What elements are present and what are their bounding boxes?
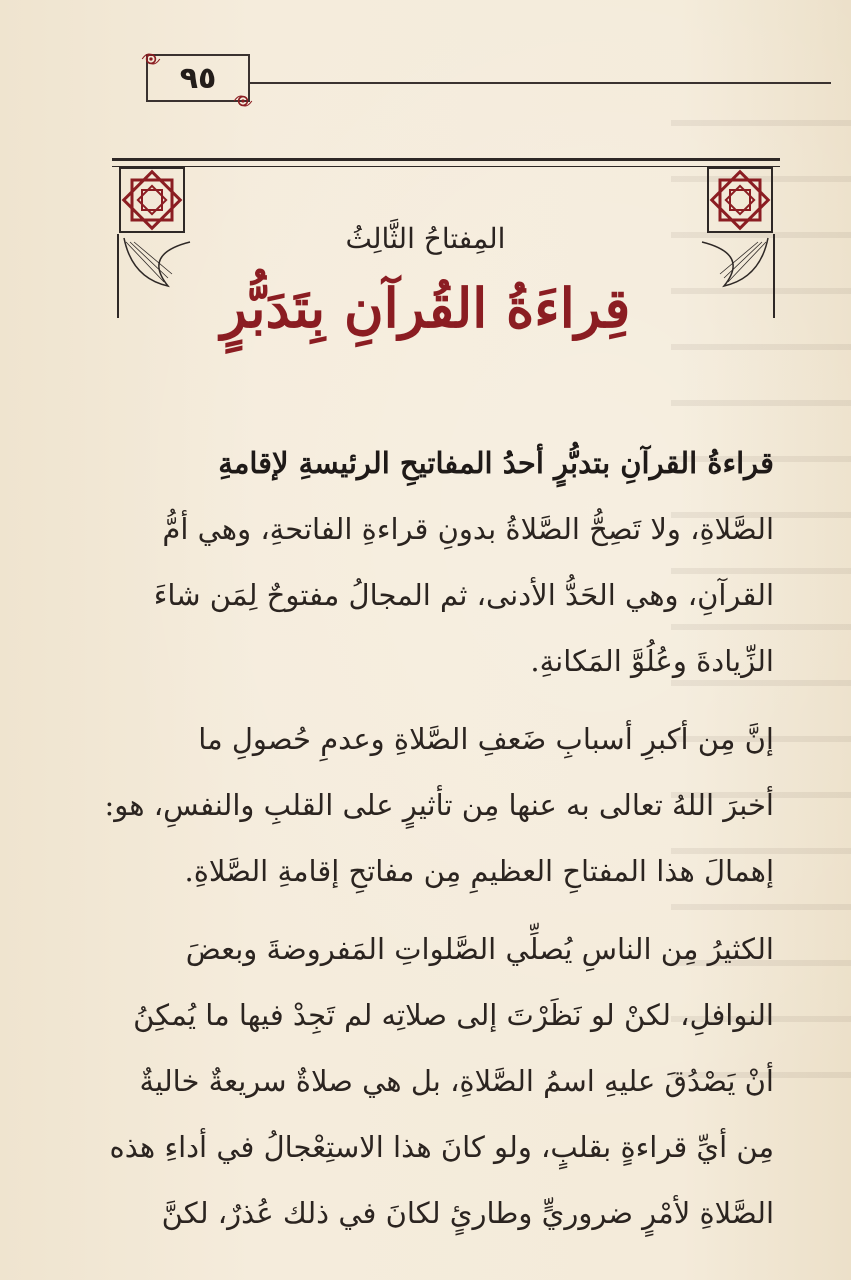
paragraph-1	[100, 430, 774, 694]
page-number: ٩٥	[179, 60, 217, 96]
frame-top-rule	[112, 158, 780, 161]
paragraph-line: أخبرَ اللهُ تعالى به عنها مِن تأثيرٍ على القلبِ والنفسِ، هو:	[104, 788, 774, 822]
paragraph-line: الزِّيادةَ وعُلُوَّ المَكانةِ.	[530, 644, 774, 678]
paragraph-line: إهمالَ هذا المفتاحِ العظيمِ مِن مفاتحِ إقامةِ الصَّلاةِ.	[184, 854, 774, 888]
header-rule	[250, 82, 831, 84]
paragraph-line: إنَّ مِن أكبرِ أسبابِ ضَعفِ الصَّلاةِ وعدمِ حُصولِ ما	[198, 722, 774, 756]
paragraph-line: مِن أيِّ قراءةٍ بقلبٍ، ولو كانَ هذا الاستِعْجالُ في أداءِ هذه	[109, 1130, 774, 1164]
paragraph-line: الصَّلاةِ، ولا تَصِحُّ الصَّلاةُ بدونِ قراءةِ الفاتحةِ، وهي أمُّ	[162, 512, 774, 546]
paragraph-line: الصَّلاةِ لأمْرٍ ضروريٍّ وطارئٍ لكانَ في ذلك عُذرٌ، لكنَّ	[161, 1196, 774, 1230]
flower-ornament-icon	[232, 90, 254, 112]
paragraph-line: الكثيرُ مِن الناسِ يُصلِّي الصَّلواتِ المَفروضةَ وبعضَ	[185, 932, 774, 966]
flower-ornament-icon	[140, 48, 162, 70]
paragraph-line: القرآنِ، وهي الحَدُّ الأدنى، ثم المجالُ مفتوحٌ لِمَن شاءَ	[153, 578, 774, 612]
paragraph-3	[100, 916, 774, 1246]
paragraph-2	[100, 706, 774, 904]
chapter-subtitle: المِفتاحُ الثَّالِثُ	[345, 222, 506, 255]
chapter-title: قِراءَةُ القُرآنِ بِتَدَبُّرٍ	[220, 276, 631, 340]
paragraph-line: أنْ يَصْدُقَ عليهِ اسمُ الصَّلاةِ، بل هي صلاةٌ سريعةٌ خاليةٌ	[139, 1064, 774, 1098]
paragraph-line: النوافلِ، لكنْ لو نَظَرْتَ إلى صلاتِه لم تَجِدْ فيها ما يُمكِنُ	[133, 998, 774, 1032]
paragraph-line: قراءةُ القرآنِ بتدبُّرٍ أحدُ المفاتيحِ الرئيسةِ لإقامةِ	[218, 446, 774, 480]
frame-top-inner-rule	[112, 166, 780, 167]
